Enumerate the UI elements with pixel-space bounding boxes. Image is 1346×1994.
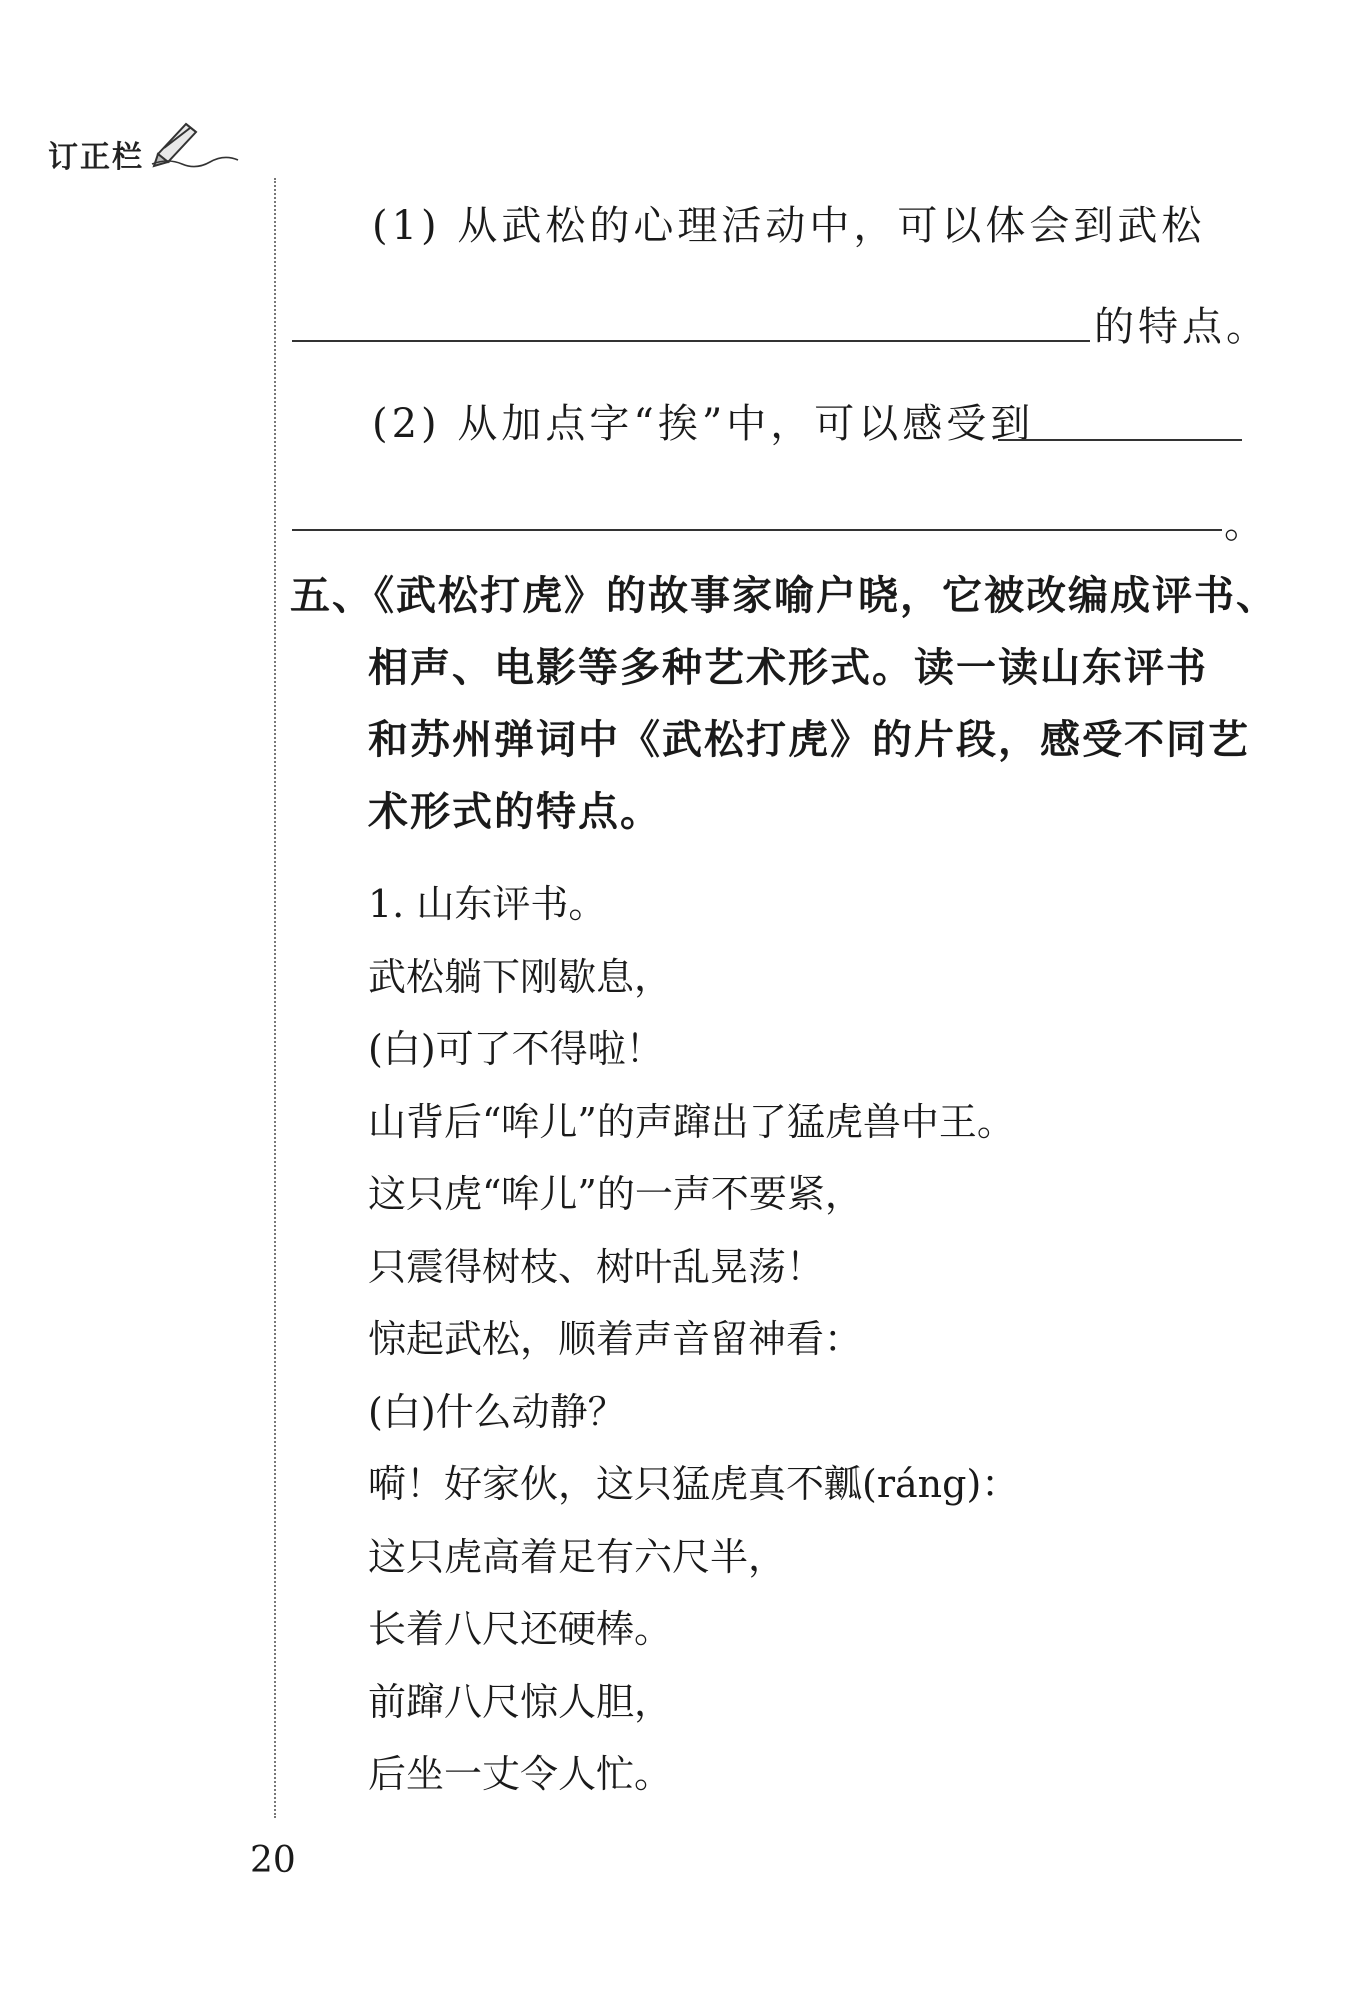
answer-blank-2a[interactable]	[998, 439, 1242, 441]
passage-line: 前蹿八尺惊人胆，	[368, 1679, 673, 1724]
passage-line: 山背后“哞儿”的声蹿出了猛虎兽中王。	[368, 1099, 1015, 1144]
question-1-suffix: 的特点。	[1094, 304, 1270, 350]
question-2-end: 。	[1224, 501, 1268, 547]
pencil-icon	[148, 118, 240, 174]
passage-line: (白)可了不得啦！	[368, 1027, 664, 1071]
correction-column-header	[48, 118, 240, 176]
question-2-text: (2) 从加点字“挨”中，可以感受到	[372, 401, 1035, 447]
passage-line: 这只虎“哞儿”的一声不要紧，	[368, 1172, 863, 1216]
question-1-text: (1) 从武松的心理活动中，可以体会到武松	[372, 203, 1206, 249]
page-number: 20	[250, 1840, 296, 1881]
correction-column-label: 订正栏	[48, 140, 144, 175]
passage-line: (白)什么动静？	[368, 1389, 626, 1434]
answer-blank-2b[interactable]	[292, 529, 1222, 531]
section-line: 相声、电影等多种艺术形式。读一读山东评书	[368, 645, 1208, 691]
section-line: 术形式的特点。	[368, 789, 662, 835]
passage-line: 长着八尺还硬棒。	[368, 1607, 673, 1651]
passage-line: 这只虎高着足有六尺半，	[368, 1534, 787, 1579]
section-five-prompt	[290, 560, 1278, 848]
passage-line: 后坐一丈令人忙。	[368, 1752, 673, 1796]
passage-line: 武松躺下刚歇息，	[368, 954, 673, 999]
passage-heading: 1. 山东评书。	[368, 882, 607, 926]
shandong-pingshu-passage	[368, 868, 1019, 1811]
passage-line: 惊起武松，顺着声音留神看：	[368, 1317, 863, 1361]
margin-divider	[274, 178, 276, 1818]
passage-line: 嗬！好家伙，这只猛虎真不瓤(ráng)：	[368, 1462, 1020, 1506]
section-line: 五、《武松打虎》的故事家喻户晓，它被改编成评书、	[290, 573, 1278, 619]
section-line: 和苏州弹词中《武松打虎》的片段，感受不同艺	[368, 717, 1250, 763]
passage-line: 只震得树枝、树叶乱晃荡！	[368, 1244, 825, 1289]
answer-blank-1[interactable]	[292, 340, 1090, 342]
